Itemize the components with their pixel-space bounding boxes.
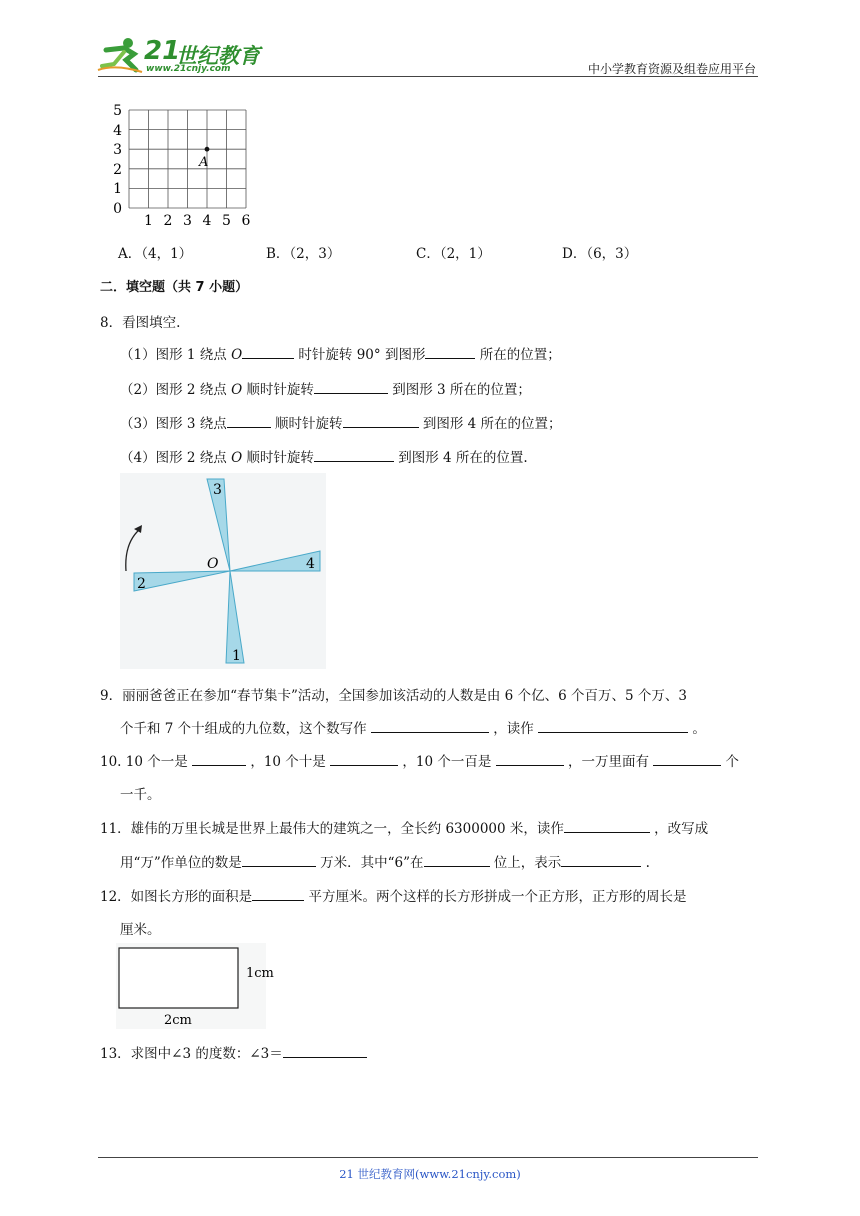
shape-label-3: 3 xyxy=(213,482,222,498)
q8-line-4 xyxy=(120,446,528,466)
q9-line-2 xyxy=(120,717,706,737)
q10-text-b: ，10 个十是 xyxy=(246,754,331,770)
rect-height-label: 1cm xyxy=(246,966,274,981)
q8-line-1 xyxy=(120,343,561,363)
q13-text: 13．求图中∠3 的度数：∠3＝ xyxy=(100,1046,283,1062)
q10-blank-3[interactable] xyxy=(496,751,564,766)
q10-blank-4[interactable] xyxy=(653,751,721,766)
q8-l2-text-c: 到图形 3 所在的位置； xyxy=(387,382,531,398)
x-tick-5: 5 xyxy=(222,213,231,229)
q8-l4-text-a: （4）图形 2 绕点 xyxy=(120,450,232,466)
q8-blank-3[interactable] xyxy=(314,379,388,394)
y-tick-5: 5 xyxy=(113,103,122,119)
q8-blank-1[interactable] xyxy=(242,344,294,359)
shape-label-1: 1 xyxy=(232,648,241,664)
q11-l2-text-c: 位上，表示 xyxy=(489,855,562,871)
q12-l1-text-a: 12．如图长方形的面积是 xyxy=(100,889,253,905)
rectangle-shape xyxy=(119,948,238,1008)
q10-blank-1[interactable] xyxy=(192,751,246,766)
q9-blank-2[interactable] xyxy=(538,718,688,733)
rect-width-label: 2cm xyxy=(164,1013,192,1028)
q10-line-1 xyxy=(100,750,739,770)
option-b: B．（2，3） xyxy=(266,246,341,262)
q10-text-d: ，一万里面有 xyxy=(563,754,654,770)
x-tick-2: 2 xyxy=(163,213,173,229)
header-divider xyxy=(98,76,758,77)
option-a: A．（4，1） xyxy=(118,246,193,262)
q11-l2-text-d: . xyxy=(641,855,650,871)
q8-line-3 xyxy=(120,412,562,432)
q10-blank-2[interactable] xyxy=(330,751,398,766)
rotation-figure xyxy=(120,473,326,669)
q13-blank[interactable] xyxy=(283,1043,367,1058)
q8-l1-point: O xyxy=(231,347,243,363)
x-tick-1: 1 xyxy=(144,213,153,229)
q8-l4-text-c: 到图形 4 所在的位置. xyxy=(393,450,528,466)
q12-line-1 xyxy=(100,885,686,905)
option-d: D．（6，3） xyxy=(562,246,638,262)
q10-text-e: 个 xyxy=(721,754,740,770)
x-tick-3: 3 xyxy=(183,213,192,229)
x-tick-4: 4 xyxy=(202,213,212,229)
shape-label-2: 2 xyxy=(137,576,146,592)
q9-blank-1[interactable] xyxy=(371,718,489,733)
q8-l2-text-a: （2）图形 2 绕点 xyxy=(120,382,232,398)
logo-cn: 世纪教育 xyxy=(176,44,260,68)
q10-text-a: 10. 10 个一是 xyxy=(100,754,193,770)
q12-blank-1[interactable] xyxy=(252,886,304,901)
q8-l3-text-c: 到图形 4 所在的位置； xyxy=(418,416,562,432)
logo-number: 21 xyxy=(144,36,181,66)
q9-l2-text-c: 。 xyxy=(688,721,706,737)
q11-l1-text-b: ，改写成 xyxy=(649,821,709,837)
q10-text-c: ，10 个一百是 xyxy=(398,754,496,770)
q11-l2-text-a: 用“万”作单位的数是 xyxy=(120,855,242,871)
y-tick-3: 3 xyxy=(113,142,122,158)
q8-l1-text-c: 所在的位置； xyxy=(475,347,561,363)
runner-logo-icon xyxy=(96,36,146,76)
q8-l1-text-b: 时针旋转 90° 到图形 xyxy=(294,347,426,363)
q8-l3-text-b: 顺时针旋转 xyxy=(270,416,343,432)
logo-url: www.21cnjy.com xyxy=(146,64,231,74)
q9-l2-text-b: ，读作 xyxy=(488,721,539,737)
q11-blank-2[interactable] xyxy=(242,852,316,867)
x-tick-6: 6 xyxy=(241,213,251,229)
q12-line-2: 厘米。 xyxy=(120,922,161,938)
q13-line xyxy=(100,1042,367,1062)
q8-line-2 xyxy=(120,378,531,398)
q11-l2-text-b: 万米．其中“6”在 xyxy=(315,855,424,871)
section-title: 二．填空题（共 7 小题） xyxy=(100,280,249,295)
q8-title: 8．看图填空. xyxy=(100,315,181,331)
q8-l4-text-b: 顺时针旋转 xyxy=(242,450,314,466)
q9-l2-text-a: 个千和 7 个十组成的九位数，这个数写作 xyxy=(120,721,371,737)
q8-blank-2[interactable] xyxy=(425,344,475,359)
q11-line-1 xyxy=(100,817,708,837)
q12-l1-text-b: 平方厘米。两个这样的长方形拼成一个正方形，正方形的周长是 xyxy=(304,889,687,905)
q8-blank-6[interactable] xyxy=(314,447,394,462)
q8-l2-text-b: 顺时针旋转 xyxy=(242,382,314,398)
footer-divider xyxy=(98,1157,758,1158)
coordinate-grid-figure xyxy=(110,100,260,230)
point-a-label: A xyxy=(199,155,209,170)
footer-link[interactable]: 21 世纪教育网(www.21cnjy.com) xyxy=(339,1167,521,1181)
option-c: C．（2，1） xyxy=(416,246,491,262)
q11-blank-1[interactable] xyxy=(564,818,650,833)
q11-blank-3[interactable] xyxy=(424,852,490,867)
q8-blank-5[interactable] xyxy=(343,413,419,428)
header-slogan: 中小学教育资源及组卷应用平台 xyxy=(587,62,756,76)
rectangle-figure xyxy=(116,943,286,1029)
q10-line-2: 一千。 xyxy=(120,787,161,803)
q9-line-1: 9．丽丽爸爸正在参加“春节集卡”活动，全国参加该活动的人数是由 6 个亿、6 个百万、5 个万、3 xyxy=(100,688,687,704)
q8-l2-point: O xyxy=(231,382,243,398)
q8-blank-4[interactable] xyxy=(227,413,271,428)
y-tick-1: 1 xyxy=(113,181,122,197)
y-tick-0: 0 xyxy=(113,201,122,217)
center-label-o: O xyxy=(207,556,219,572)
y-tick-2: 2 xyxy=(113,162,122,178)
shape-label-4: 4 xyxy=(306,556,315,572)
point-a-dot xyxy=(205,147,210,152)
q8-l1-text-a: （1）图形 1 绕点 xyxy=(120,347,232,363)
q11-blank-4[interactable] xyxy=(561,852,641,867)
y-tick-4: 4 xyxy=(113,123,122,139)
q8-l3-text-a: （3）图形 3 绕点 xyxy=(120,416,227,432)
site-logo xyxy=(96,36,266,76)
q11-l1-text-a: 11．雄伟的万里长城是世界上最伟大的建筑之一，全长约 6300000 米，读作 xyxy=(100,821,564,837)
q11-line-2 xyxy=(120,851,650,871)
q8-l4-point: O xyxy=(231,450,243,466)
